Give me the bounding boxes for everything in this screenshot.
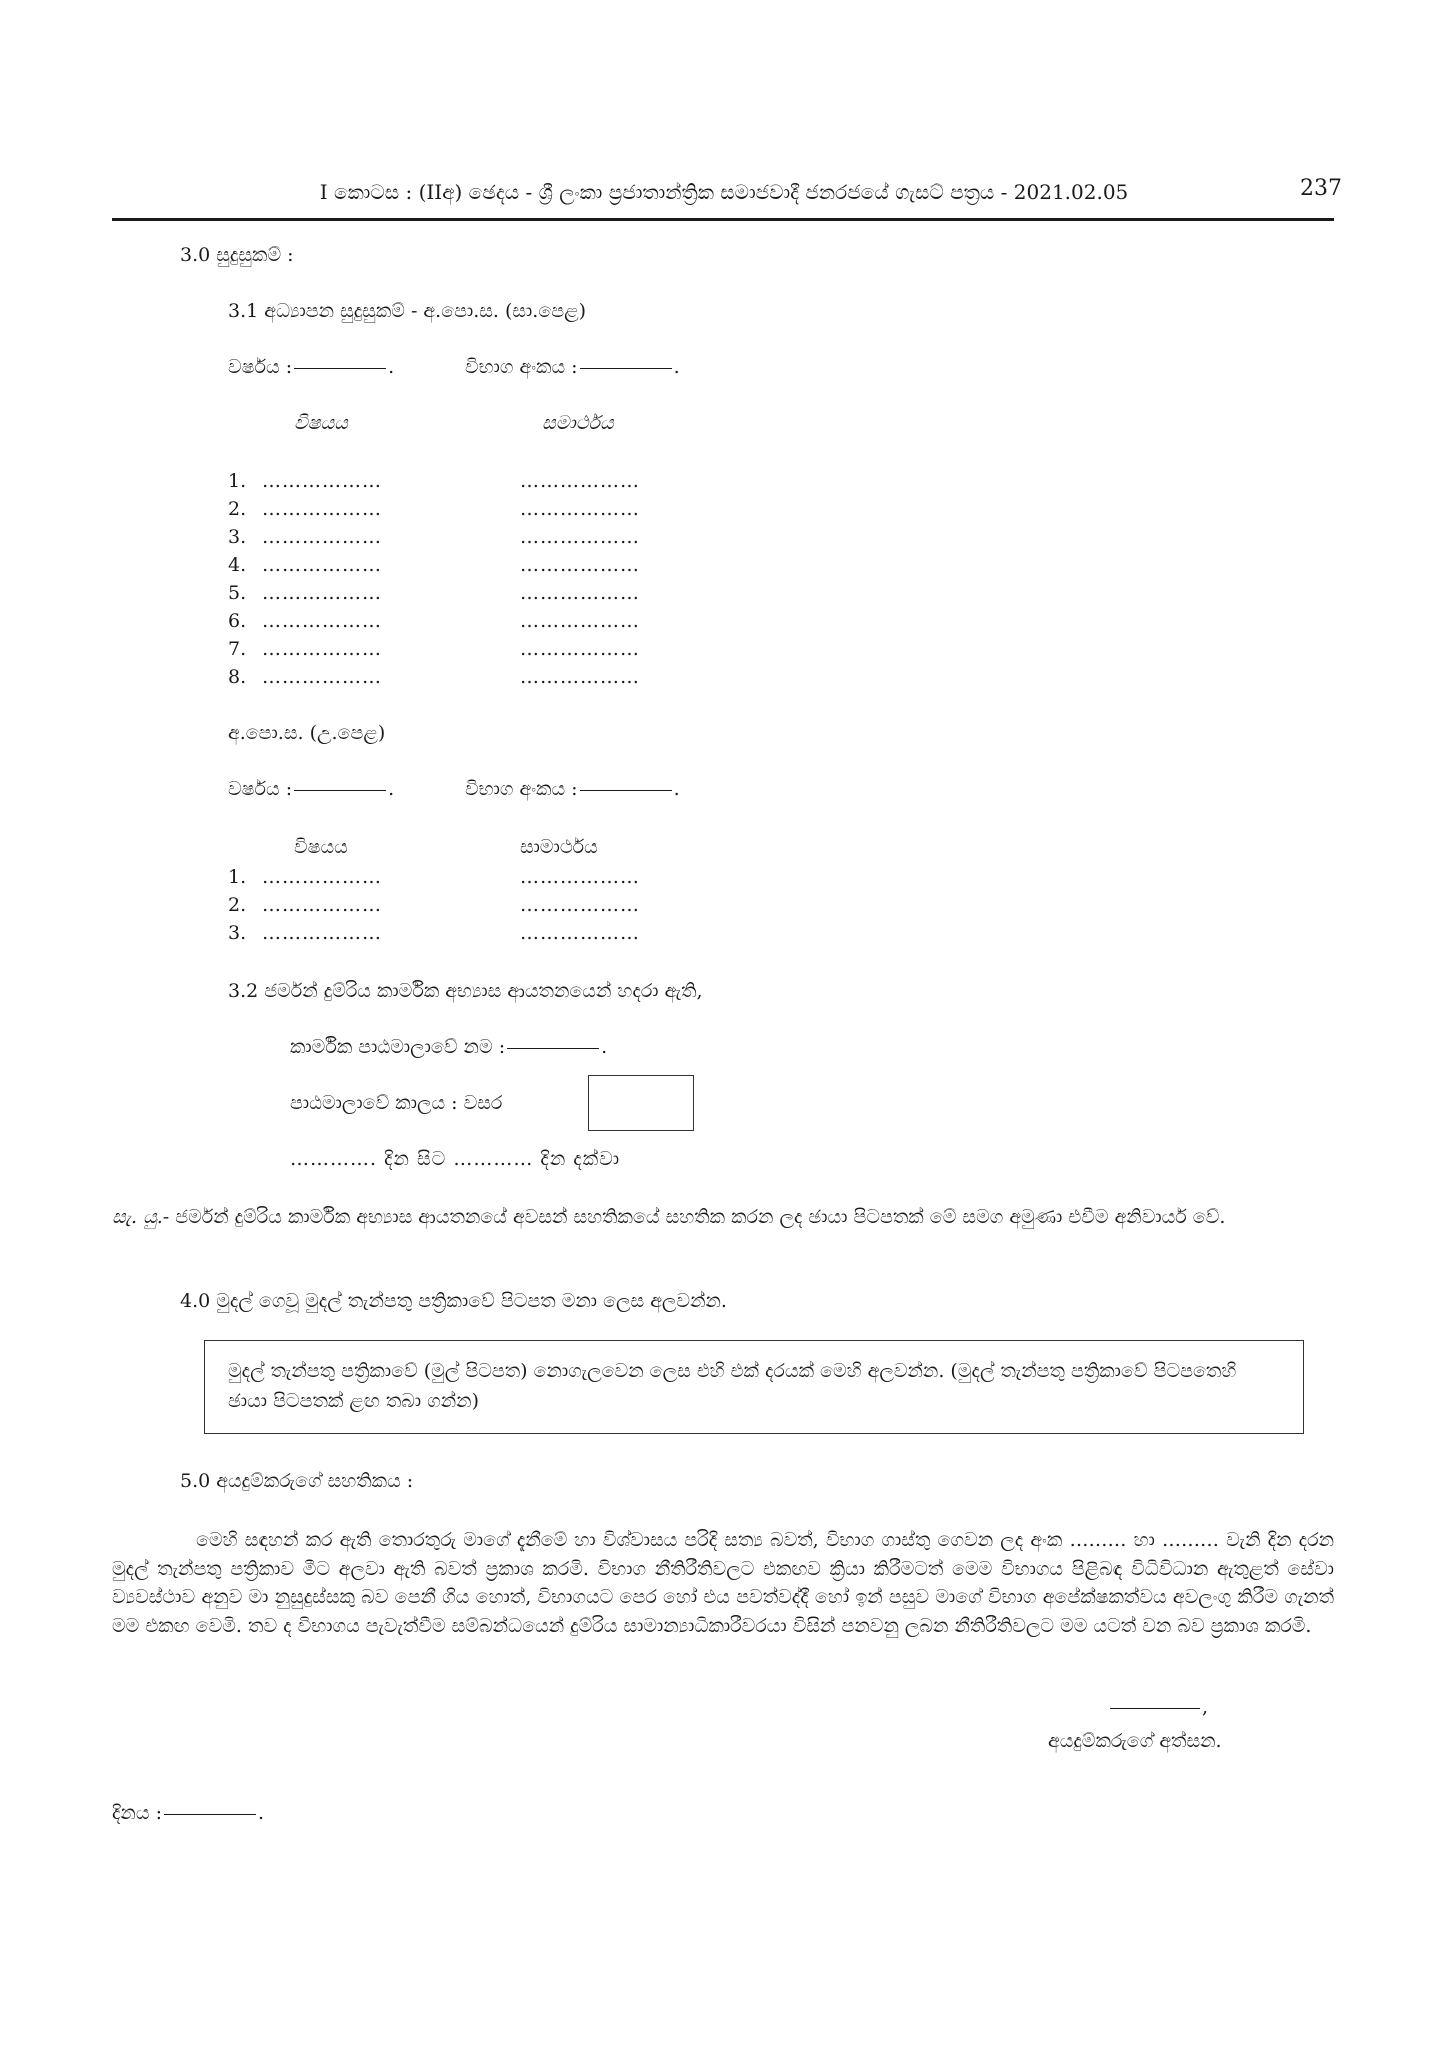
table-row[interactable]: 3. ……………… ……………… bbox=[228, 922, 640, 944]
ol-col-subject: විෂයය bbox=[294, 412, 348, 434]
index-blank bbox=[580, 790, 672, 791]
declaration-paragraph: මෙහි සඳහන් කර ඇති තොරතුරු මාගේ දැනීමේ හා විශ්වාසය පරිදි සත්‍ය බවත්, විභාග ගාස්තු ගෙවන ලද අංක ……… හා ……… වැනි දින දරන මුදල් තැන්පතු පත්‍රිකාව මීට අලවා ඇති බවත් ප්‍රකාශ කරමි. විභාග නීතිරීතිවලට එකඟව ක්‍රියා කිරීමටත් මෙම විභාගය පිළිබඳ විධිවිධාන ඇතුළත් සේවා ව්‍යවස්ථාව අනුව මා නුසුදුස්සකු බව පෙනී ගිය හොත්, විභාගයට පෙර හෝ එය පවත්වද්දී හෝ ඉන් පසුව මාගේ විභාග අපේක්ෂකත්වය අවලංගු කිරීම ගැනත් මම එකඟ වෙමි. තව ද විභාගය පැවැත්වීම සම්බන්ධයෙන් දුම්රිය සාමාන්‍යාධිකාරීවරයා විසින් පනවනු ලබන නීතිරීතිවලට මම යටත් වන බව ප්‍රකාශ කරමි. bbox=[112, 1529, 1334, 1637]
table-row[interactable]: 6. ……………… ……………… bbox=[228, 610, 640, 632]
course-name-label: කාර්මික පාඨමාලාවේ නම : bbox=[290, 1036, 506, 1058]
table-row[interactable]: 3. ……………… ……………… bbox=[228, 526, 640, 548]
ol-year-field[interactable]: වර්ෂය : . bbox=[228, 356, 395, 378]
years-input-box[interactable] bbox=[588, 1075, 694, 1131]
signature-line[interactable]: , bbox=[1108, 1696, 1208, 1718]
date-label: දිනය : bbox=[112, 1802, 162, 1824]
gazette-header-title: I කොටස : (IIඅ) ඡෙදය - ශ්‍රී ලංකා ප්‍රජාතාන්ත්‍රික සමාජවාදී ජනරජයේ ගැසට් පත්‍රය - 2021.02.05 bbox=[319, 180, 1129, 204]
index-label: විභාග අංකය : bbox=[465, 356, 578, 378]
date-field[interactable]: දිනය : . bbox=[112, 1802, 265, 1824]
section-5-heading: 5.0 අයදුම්කරුගේ සහතිකය : bbox=[180, 1470, 414, 1492]
date-blank bbox=[164, 1814, 256, 1815]
year-label: වර්ෂය : bbox=[228, 778, 293, 800]
table-row[interactable]: 8. ……………… ……………… bbox=[228, 666, 640, 688]
ol-index-field[interactable]: විභාග අංකය : . bbox=[465, 356, 680, 378]
al-heading: අ.පො.ස. (උ.පෙළ) bbox=[228, 722, 386, 744]
al-index-field[interactable]: විභාග අංකය : . bbox=[465, 778, 680, 800]
al-col-subject: විෂයය bbox=[294, 836, 348, 858]
table-row[interactable]: 7. ……………… ……………… bbox=[228, 638, 640, 660]
section-3-heading: 3.0 සුදුසුකම් : bbox=[180, 244, 294, 266]
date-range: …………. දින සිට ………… දින දක්වා bbox=[290, 1148, 621, 1170]
index-blank bbox=[580, 368, 672, 369]
table-row[interactable]: 4. ……………… ……………… bbox=[228, 554, 640, 576]
al-year-field[interactable]: වර්ෂය : . bbox=[228, 778, 395, 800]
course-name-blank bbox=[507, 1048, 599, 1049]
section-3-2-heading: 3.2 ජර්මන් දුම්රිය කාර්මික අභ්‍යාස ආයතනයෙන් හදරා ඇති, bbox=[228, 980, 703, 1002]
year-label: වර්ෂය : bbox=[228, 356, 293, 378]
note-paragraph bbox=[112, 1202, 1334, 1232]
note-label: සැ. යු.- bbox=[112, 1206, 170, 1228]
deposit-slip-instruction: මුදල් තැන්පතු පත්‍රිකාවේ (මුල් පිටපත) නොගැලවෙන ලෙස එහි එක් දරයක් මෙහි අලවන්න. (මුදල් තැන්පතු පත්‍රිකාවේ පිටපතෙහි ඡායා පිටපතක් ළඟ තබා ගන්න) bbox=[228, 1360, 1237, 1412]
section-4-heading: 4.0 මුදල් ගෙවූ මුදල් තැන්පතු පත්‍රිකාවේ පිටපත මනා ලෙස අලවන්න. bbox=[180, 1290, 727, 1312]
index-label: විභාග අංකය : bbox=[465, 778, 578, 800]
page-number: 237 bbox=[1300, 176, 1342, 201]
table-row[interactable]: 2. ……………… ……………… bbox=[228, 894, 640, 916]
signature-label: අයදුම්කරුගේ අත්සන. bbox=[1048, 1730, 1222, 1752]
header-rule bbox=[112, 218, 1334, 221]
table-row[interactable]: 1. ……………… ……………… bbox=[228, 470, 640, 492]
al-col-grade: සාමාර්ථය bbox=[520, 836, 598, 858]
table-row[interactable]: 2. ……………… ……………… bbox=[228, 498, 640, 520]
year-blank bbox=[294, 368, 386, 369]
course-name-field[interactable]: කාර්මික පාඨමාලාවේ නම : . bbox=[290, 1036, 608, 1058]
note-text: ජර්මන් දුම්රිය කාර්මික අභ්‍යාස ආයතනයේ අවසන් සහතිකයේ සහතික කරන ලද ඡායා පිටපතක් මේ සමග අමුණා එවීම අනිවාර්ය වේ. bbox=[175, 1206, 1226, 1228]
table-row[interactable]: 1. ……………… ……………… bbox=[228, 866, 640, 888]
table-row[interactable]: 5. ……………… ……………… bbox=[228, 582, 640, 604]
section-3-1-heading: 3.1 අධ්‍යාපන සුදුසුකම් - අ.පො.ස. (සා.පෙළ) bbox=[228, 300, 587, 322]
ol-col-grade: සමාර්ථය bbox=[542, 412, 614, 434]
course-period-label: පාඨමාලාවේ කාලය : වසර bbox=[290, 1092, 503, 1114]
year-blank bbox=[294, 790, 386, 791]
